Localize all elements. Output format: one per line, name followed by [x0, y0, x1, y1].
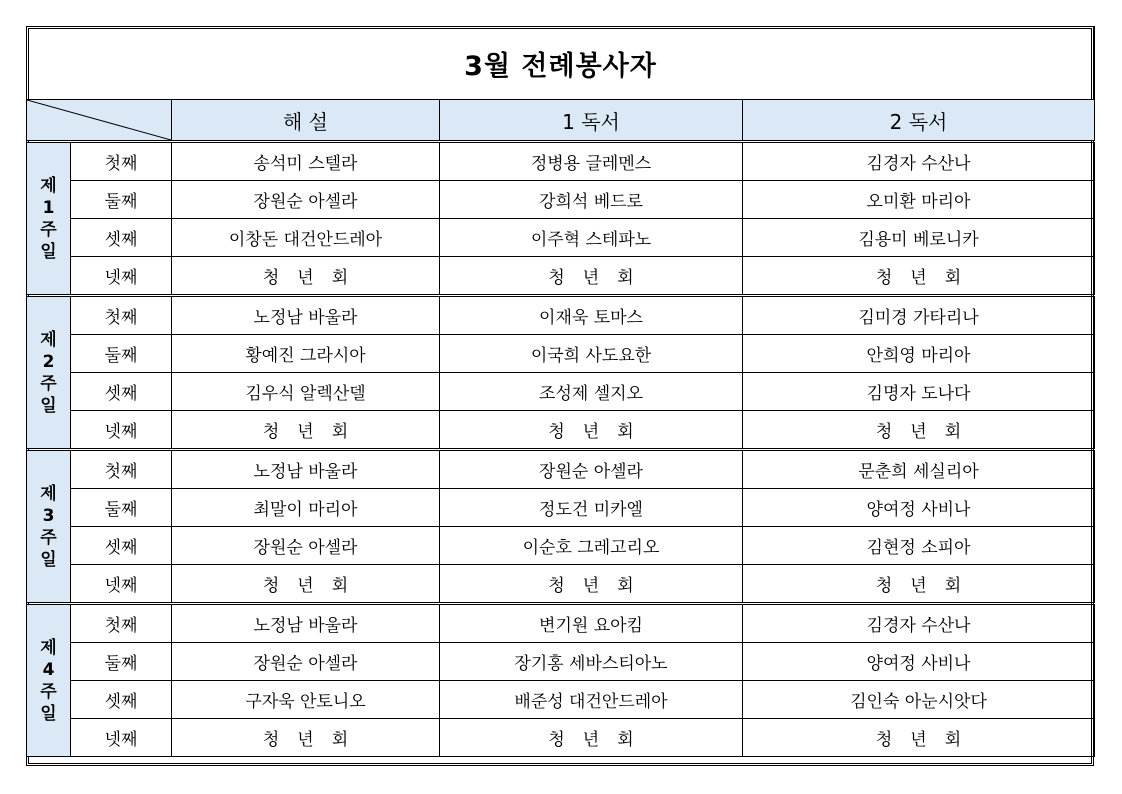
week-label-char: 3: [42, 505, 55, 526]
ordinal-cell: 넷째: [71, 411, 172, 450]
commentary-cell: 최말이 마리아: [172, 489, 440, 527]
header-row: [27, 100, 1095, 142]
reading-2-cell: 문춘희 세실리아: [743, 450, 1095, 489]
table-row: [27, 450, 1095, 489]
week-label-char: 주: [40, 219, 57, 240]
week-label-char: 제: [40, 637, 57, 658]
commentary-cell: 청년회: [172, 719, 440, 757]
reading-1-cell: 변기원 요아킴: [440, 604, 743, 643]
reading-1-cell: 정도건 미카엘: [440, 489, 743, 527]
reading-2-cell: 청년회: [743, 719, 1095, 757]
header-commentary: 해 설: [172, 100, 440, 142]
reading-1-cell: 이국희 사도요한: [440, 335, 743, 373]
ordinal-cell: 첫째: [71, 450, 172, 489]
commentary-cell: 장원순 아셀라: [172, 181, 440, 219]
reading-2-cell: 김경자 수산나: [743, 142, 1095, 181]
reading-1-cell: 정병용 글레멘스: [440, 142, 743, 181]
week-label-char: 주: [40, 373, 57, 394]
ordinal-cell: 넷째: [71, 719, 172, 757]
table-row: [27, 643, 1095, 681]
ordinal-cell: 둘째: [71, 643, 172, 681]
reading-2-cell: 김명자 도나다: [743, 373, 1095, 411]
reading-2-cell: 안희영 마리아: [743, 335, 1095, 373]
table-row: [27, 373, 1095, 411]
ordinal-cell: 첫째: [71, 604, 172, 643]
reading-2-cell: 청년회: [743, 565, 1095, 604]
week-label: [27, 142, 71, 296]
ordinal-cell: 둘째: [71, 181, 172, 219]
reading-2-cell: 청년회: [743, 257, 1095, 296]
ordinal-cell: 셋째: [71, 373, 172, 411]
commentary-cell: 장원순 아셀라: [172, 643, 440, 681]
table-row: [27, 335, 1095, 373]
week-label-char: 일: [40, 241, 57, 262]
commentary-cell: 송석미 스텔라: [172, 142, 440, 181]
week-label: [27, 296, 71, 450]
reading-2-cell: 오미환 마리아: [743, 181, 1095, 219]
week-label-char: 제: [40, 483, 57, 504]
week-label-char: 제: [40, 175, 57, 196]
commentary-cell: 김우식 알렉산델: [172, 373, 440, 411]
ordinal-cell: 셋째: [71, 219, 172, 257]
table-row: [27, 719, 1095, 757]
ordinal-cell: 첫째: [71, 296, 172, 335]
reading-1-cell: 장기홍 세바스티아노: [440, 643, 743, 681]
ordinal-cell: 셋째: [71, 681, 172, 719]
reading-1-cell: 배준성 대건안드레아: [440, 681, 743, 719]
header-reading-1: 1 독서: [440, 100, 743, 142]
week-label-char: 일: [40, 703, 57, 724]
ordinal-cell: 셋째: [71, 527, 172, 565]
reading-2-cell: 김경자 수산나: [743, 604, 1095, 643]
reading-1-cell: 이주혁 스테파노: [440, 219, 743, 257]
week-label: [27, 604, 71, 757]
table-row: [27, 604, 1095, 643]
title-row: [27, 27, 1095, 100]
reading-1-cell: 강희석 베드로: [440, 181, 743, 219]
week-label-char: 일: [40, 549, 57, 570]
ordinal-cell: 넷째: [71, 565, 172, 604]
week-label-char: 2: [42, 351, 55, 372]
reading-1-cell: 청년회: [440, 719, 743, 757]
commentary-cell: 청년회: [172, 411, 440, 450]
week-label-char: 일: [40, 395, 57, 416]
reading-2-cell: 김용미 베로니카: [743, 219, 1095, 257]
table-row: [27, 181, 1095, 219]
table-row: [27, 296, 1095, 335]
commentary-cell: 청년회: [172, 565, 440, 604]
table-row: [27, 257, 1095, 296]
reading-1-cell: 이순호 그레고리오: [440, 527, 743, 565]
reading-1-cell: 조성제 셀지오: [440, 373, 743, 411]
table-row: [27, 219, 1095, 257]
reading-1-cell: 청년회: [440, 565, 743, 604]
week-label: [27, 450, 71, 604]
reading-2-cell: 김현정 소피아: [743, 527, 1095, 565]
table-row: [27, 411, 1095, 450]
table-row: [27, 142, 1095, 181]
week-label-char: 4: [42, 659, 55, 680]
table-row: [27, 527, 1095, 565]
corner-cell: [27, 100, 172, 142]
commentary-cell: 구자욱 안토니오: [172, 681, 440, 719]
reading-1-cell: 이재욱 토마스: [440, 296, 743, 335]
reading-2-cell: 양여정 사비나: [743, 489, 1095, 527]
commentary-cell: 노정남 바울라: [172, 604, 440, 643]
commentary-cell: 이창돈 대건안드레아: [172, 219, 440, 257]
ordinal-cell: 둘째: [71, 335, 172, 373]
week-label-char: 주: [40, 527, 57, 548]
page-title: 3월 전례봉사자: [27, 27, 1095, 100]
reading-2-cell: 청년회: [743, 411, 1095, 450]
table-row: [27, 489, 1095, 527]
reading-2-cell: 김미경 가타리나: [743, 296, 1095, 335]
ordinal-cell: 첫째: [71, 142, 172, 181]
reading-1-cell: 장원순 아셀라: [440, 450, 743, 489]
reading-2-cell: 김인숙 아눈시앗다: [743, 681, 1095, 719]
commentary-cell: 청년회: [172, 257, 440, 296]
commentary-cell: 장원순 아셀라: [172, 527, 440, 565]
reading-1-cell: 청년회: [440, 257, 743, 296]
table-row: [27, 565, 1095, 604]
week-label-char: 1: [42, 197, 55, 218]
diagonal-line: [27, 100, 171, 140]
table-row: [27, 681, 1095, 719]
week-label-char: 주: [40, 681, 57, 702]
ordinal-cell: 넷째: [71, 257, 172, 296]
reading-2-cell: 양여정 사비나: [743, 643, 1095, 681]
commentary-cell: 노정남 바울라: [172, 296, 440, 335]
week-label-char: 제: [40, 329, 57, 350]
commentary-cell: 황예진 그라시아: [172, 335, 440, 373]
reading-1-cell: 청년회: [440, 411, 743, 450]
ordinal-cell: 둘째: [71, 489, 172, 527]
schedule-table: [26, 26, 1095, 757]
header-reading-2: 2 독서: [743, 100, 1095, 142]
commentary-cell: 노정남 바울라: [172, 450, 440, 489]
